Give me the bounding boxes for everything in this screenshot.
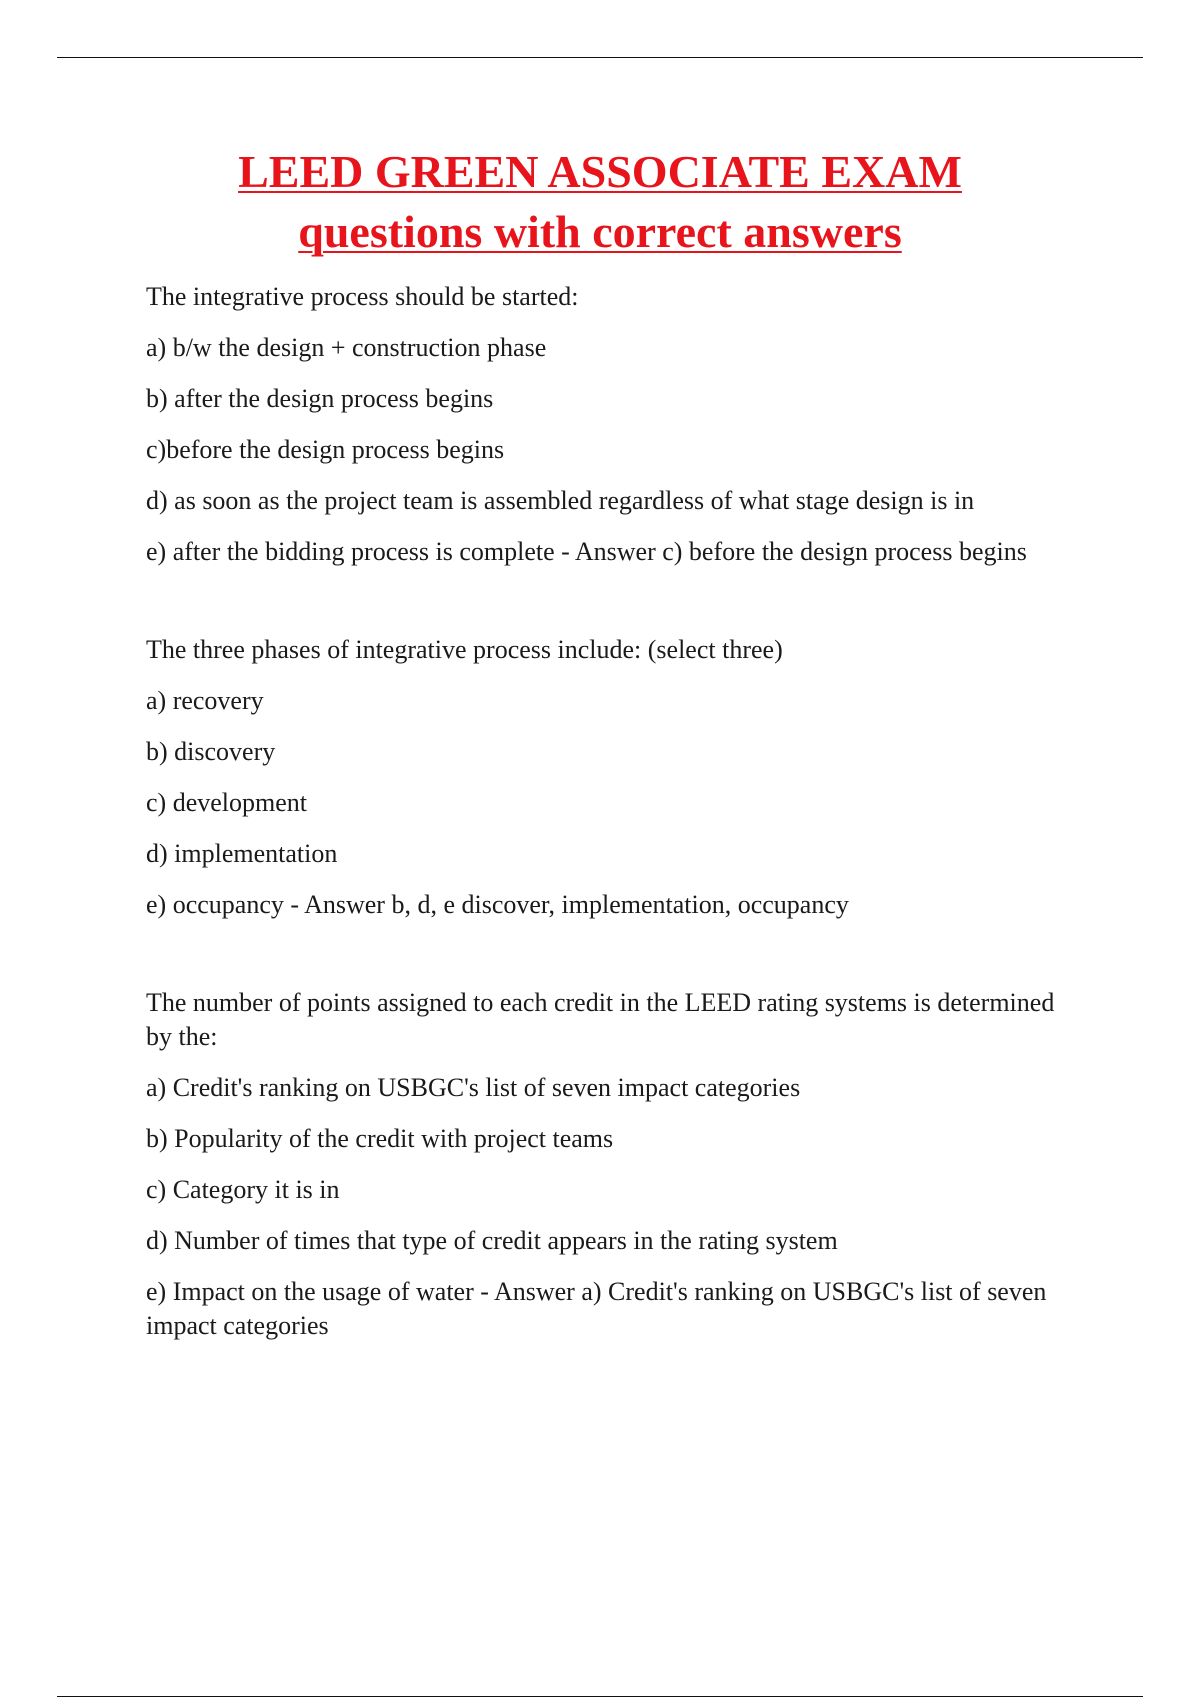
- option-d: d) as soon as the project team is assembled regardless of what stage design is in: [146, 486, 975, 515]
- option-a: a) recovery: [146, 686, 264, 715]
- bottom-rule: [57, 1696, 1143, 1697]
- option-c: c) development: [146, 788, 307, 817]
- option-e-with-answer: e) occupancy - Answer b, d, e discover, implementation, occupancy: [146, 890, 849, 919]
- document-title: [60, 142, 1140, 262]
- option-c: c) Category it is in: [146, 1175, 340, 1204]
- question-list: [146, 280, 1086, 1343]
- question-stem: The integrative process should be started:: [146, 282, 579, 311]
- option-d: d) Number of times that type of credit appears in the rating system: [146, 1226, 838, 1255]
- top-rule: [57, 57, 1143, 58]
- option-b: b) discovery: [146, 737, 276, 766]
- title-line-1: LEED GREEN ASSOCIATE EXAM: [238, 146, 962, 197]
- option-e-with-answer: e) Impact on the usage of water - Answer a) Credit's ranking on USBGC's list of seven impact categories: [146, 1277, 1047, 1340]
- question-2: [146, 633, 1086, 922]
- option-b: b) after the design process begins: [146, 384, 494, 413]
- option-e-with-answer: e) after the bidding process is complete - Answer c) before the design process begins: [146, 537, 1027, 566]
- option-a: a) b/w the design + construction phase: [146, 333, 547, 362]
- option-c: c)before the design process begins: [146, 435, 505, 464]
- title-line-2: questions with correct answers: [298, 206, 902, 257]
- question-3: [146, 986, 1086, 1343]
- question-stem: The three phases of integrative process include: (select three): [146, 635, 783, 664]
- option-d: d) implementation: [146, 839, 338, 868]
- question-stem: The number of points assigned to each credit in the LEED rating systems is determined by the:: [146, 988, 1055, 1051]
- question-1: [146, 280, 1086, 569]
- option-b: b) Popularity of the credit with project teams: [146, 1124, 614, 1153]
- option-a: a) Credit's ranking on USBGC's list of seven impact categories: [146, 1073, 801, 1102]
